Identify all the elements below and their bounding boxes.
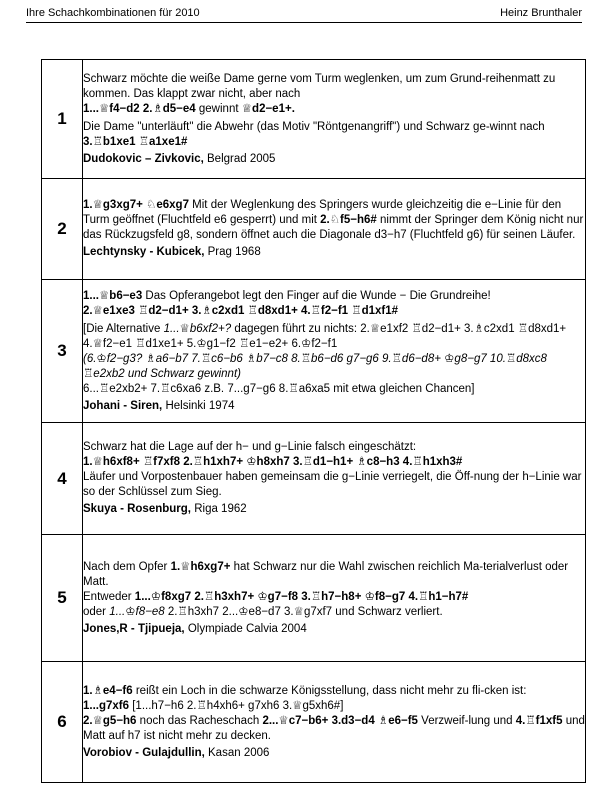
header-title: Ihre Schachkombinationen für 2010: [26, 7, 200, 19]
puzzle-number: 2: [42, 179, 83, 280]
puzzle-solution: [83, 535, 586, 662]
players: Johani - Siren,: [83, 399, 163, 412]
players: Lechtynsky - Kubicek,: [83, 246, 205, 258]
puzzle-table: [41, 59, 586, 783]
solution-moves: 1...♕f4−d2 2.♗d5−e4: [83, 102, 196, 115]
puzzle-number: 3: [42, 280, 83, 423]
puzzle-number: 4: [42, 423, 83, 535]
solution-moves: 1.♕h6xg7+: [170, 560, 231, 573]
puzzle-text: nimmt der Springer dem König nicht nur das Rückzugsfeld g8, sondern öffnet auch die Diagonale d3−h7 (Fluchtfeld g6) für seinen Läufer.: [83, 214, 584, 241]
variation-line: [1...h7−h6 2.♖h4xh6+ g7xh6 3.♕g5xh6#]: [132, 699, 344, 712]
game-source: [83, 746, 585, 761]
alternative-move: 1...♕b6xf2+?: [163, 322, 232, 335]
solution-moves: ♕d2−e1+.: [241, 102, 295, 115]
solution-moves: 1...♔f8xg7 2.♖h3xh7+ ♔g7−f8 3.♖h7−h8+ ♔f8−g7 4.♖h1−h7#: [134, 590, 469, 603]
game-source: [83, 502, 585, 517]
page-header: [26, 6, 582, 23]
puzzle-text: Die Dame "unterläuft" die Abwehr (das Motiv "Röntgenangriff") und Schwarz ge-winnt nach: [83, 120, 545, 133]
solution-moves: 4.♖f1xf5: [515, 714, 563, 727]
puzzle-text: hat Schwarz nur die Wahl zwischen reichlich Ma-terialverlust oder Matt.: [83, 560, 569, 588]
solution-moves: 1.♗e4−f6: [83, 684, 133, 697]
game-source: [83, 152, 585, 167]
puzzle-text: Mit der Weglenkung des Springers wurde gleichzeitig die e−Linie für den Turm geöffnet (Fluchtfeld e6 gesperrt) und mit: [83, 199, 562, 226]
players: Dudokovic – Zivkovic,: [83, 152, 204, 165]
puzzle-text: Das Opferangebot legt den Finger auf die Wunde − Die Grundreihe!: [145, 289, 491, 302]
solution-moves: 2.♕e1xe3 ♖d2−d1+ 3.♗c2xd1 ♖d8xd1+ 4.♖f2−f1 ♖d1xf1#: [83, 304, 399, 317]
puzzle-text: und Schwarz verliert.: [335, 605, 443, 618]
solution-moves: 1...g7xf6: [83, 699, 130, 712]
venue: Olympiade Calvia 2004: [187, 622, 307, 635]
puzzle-text: gewinnt: [198, 102, 239, 115]
puzzle-text: [Die Alternative: [83, 322, 161, 335]
solution-moves: 1.♕h6xf8+ ♖f7xf8 2.♖h1xh7+ ♔h8xh7 3.♖d1−h1+ ♗c8−h3 4.♖h1xh3#: [83, 456, 463, 468]
game-source: [83, 622, 585, 637]
puzzle-text: Entweder: [83, 590, 132, 603]
puzzle-solution: [83, 179, 586, 280]
venue: Riga 1962: [194, 503, 247, 515]
venue: Helsinki 1974: [165, 399, 235, 412]
puzzle-text: noch das Racheschach: [139, 714, 260, 727]
puzzle-solution: [83, 662, 586, 783]
puzzle-text: dagegen führt zu nichts: 2.♕e1xf2 ♖d2−d1+ 3.♗c2xd1 ♖d8xd1+ 4.♕f2−e1 ♖d1xe1+ 5.♔g1−f2 ♖e1−e2+ 6.♔f2−f1: [83, 322, 567, 350]
puzzle-text: oder: [83, 605, 107, 618]
variation-line: 6...♖e2xb2+ 7.♖c6xa6 z.B. 7...g7−g6 8.♖a6xa5 mit etwa gleichen Chancen]: [83, 382, 475, 395]
solution-moves: 1...♕b6−e3: [83, 289, 143, 302]
puzzle-row: [42, 60, 586, 179]
alternative-move: 1...♔f8−e8: [109, 605, 165, 618]
puzzle-row: [42, 179, 586, 280]
solution-moves: 2.♕g5−h6: [83, 714, 137, 727]
puzzle-row: [42, 280, 586, 423]
solution-moves: 2.♘f5−h6#: [320, 214, 377, 226]
venue: Kasan 2006: [208, 746, 270, 759]
puzzle-solution: [83, 423, 586, 535]
players: Skuya - Rosenburg,: [83, 503, 191, 515]
puzzle-row: [42, 535, 586, 662]
puzzle-text: und Matt auf h7 ist nicht mehr zu decken.: [83, 714, 585, 742]
header-author: Heinz Brunthaler: [500, 7, 582, 19]
solution-moves: 2...♕c7−b6+ 3.d3−d4 ♗e6−f5: [262, 714, 418, 727]
puzzle-text: Schwarz hat die Lage auf der h− und g−Linie falsch eingeschätzt:: [83, 441, 417, 453]
solution-moves: 1.♕g3xg7+ ♘e6xg7: [83, 199, 189, 211]
puzzle-intro: Schwarz möchte die weiße Dame gerne vom Turm weglenken, um zum Grund-reihenmatt zu kommen. Das klappt zwar nicht, aber nach: [83, 72, 556, 100]
solution-moves: 2.♖h3xh7 2...♔e8−d7 3.♕g7xf7: [167, 605, 333, 618]
puzzle-text: reißt ein Loch in die schwarze Königsstellung, dass nicht mehr zu fli-cken ist:: [135, 684, 527, 697]
players: Vorobiov - Gulajdullin,: [83, 746, 205, 759]
game-source: [83, 245, 585, 260]
puzzle-text: Läufer und Vorpostenbauer haben gemeinsam die g−Linie verriegelt, die Öff-nung der h−Linie war so der Schlüssel zum Sieg.: [83, 471, 582, 498]
variation-line: (6.♔f2−g3? ♗a6−b7 7.♖c6−b6 ♗b7−c8 8.♖b6−d6 g7−g6 9.♖d6−d8+ ♔g8−g7 10.♖d8xc8 ♖e2xb2 und Schwarz gewinnt): [83, 352, 547, 380]
puzzle-text: Verzweif-lung und: [421, 714, 513, 727]
puzzle-text: Nach dem Opfer: [83, 560, 168, 573]
game-source: [83, 399, 585, 414]
puzzle-number: 6: [42, 662, 83, 783]
puzzle-row: [42, 423, 586, 535]
puzzle-number: 5: [42, 535, 83, 662]
puzzle-number: 1: [42, 60, 83, 179]
puzzle-solution: [83, 280, 586, 423]
puzzle-row: [42, 662, 586, 783]
venue: Prag 1968: [207, 246, 261, 258]
players: Jones,R - Tjipueja,: [83, 622, 185, 635]
puzzle-solution: [83, 60, 586, 179]
venue: Belgrad 2005: [207, 152, 276, 165]
solution-moves: 3.♖b1xe1 ♖a1xe1#: [83, 135, 188, 148]
